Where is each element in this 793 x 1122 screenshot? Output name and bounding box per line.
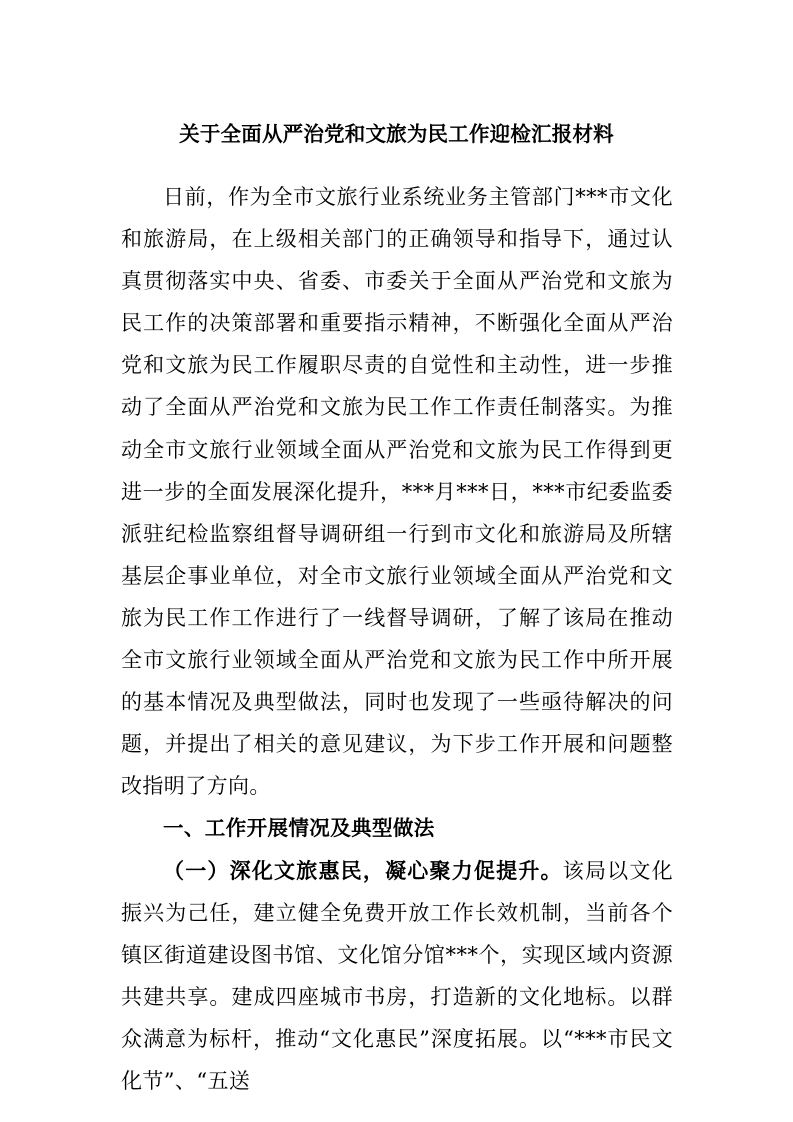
document-body <box>121 176 673 1102</box>
subsection-paragraph <box>121 850 673 1103</box>
document-title: 关于全面从严治党和文旅为民工作迎检汇报材料 <box>179 122 614 146</box>
intro-paragraph: 日前，作为全市文旅行业系统业务主管部门***市文化和旅游局，在上级相关部门的正确领导和指导下，通过认真贯彻落实中央、省委、市委关于全面从严治党和文旅为民工作的决策部署和重要指示精神，不断强化全面从严治党和文旅为民工作履职尽责的自觉性和主动性，进一步推动了全面从严治党和文旅为民工作工作责任制落实。为推动全市文旅行业领域全面从严治党和文旅为民工作得到更进一步的全面发展深化提升，***月***日，***市纪委监委派驻纪检监察组督导调研组一行到市文化和旅游局及所辖基层企事业单位，对全市文旅行业领域全面从严治党和文旅为民工作工作进行了一线督导调研，了解了该局在推动全市文旅行业领域全面从严治党和文旅为民工作中所开展的基本情况及典型做法，同时也发现了一些亟待解决的问题，并提出了相关的意见建议，为下步工作开展和问题整改指明了方向。 <box>121 185 673 799</box>
subsection-text: 该局以文化振兴为己任，建立健全免费开放工作长效机制，当前各个镇区街道建设图书馆、文化馆分馆***个，实现区域内资源共建共享。建成四座城市书房，打造新的文化地标。以群众满意为标杆，推动“文化惠民”深度拓展。以“***市民文化节”、“五送 <box>121 858 674 1093</box>
section-heading: 一、工作开展情况及典型做法 <box>163 816 435 841</box>
subsection-heading: （一）深化文旅惠民，凝心聚力促提升。 <box>163 858 563 883</box>
